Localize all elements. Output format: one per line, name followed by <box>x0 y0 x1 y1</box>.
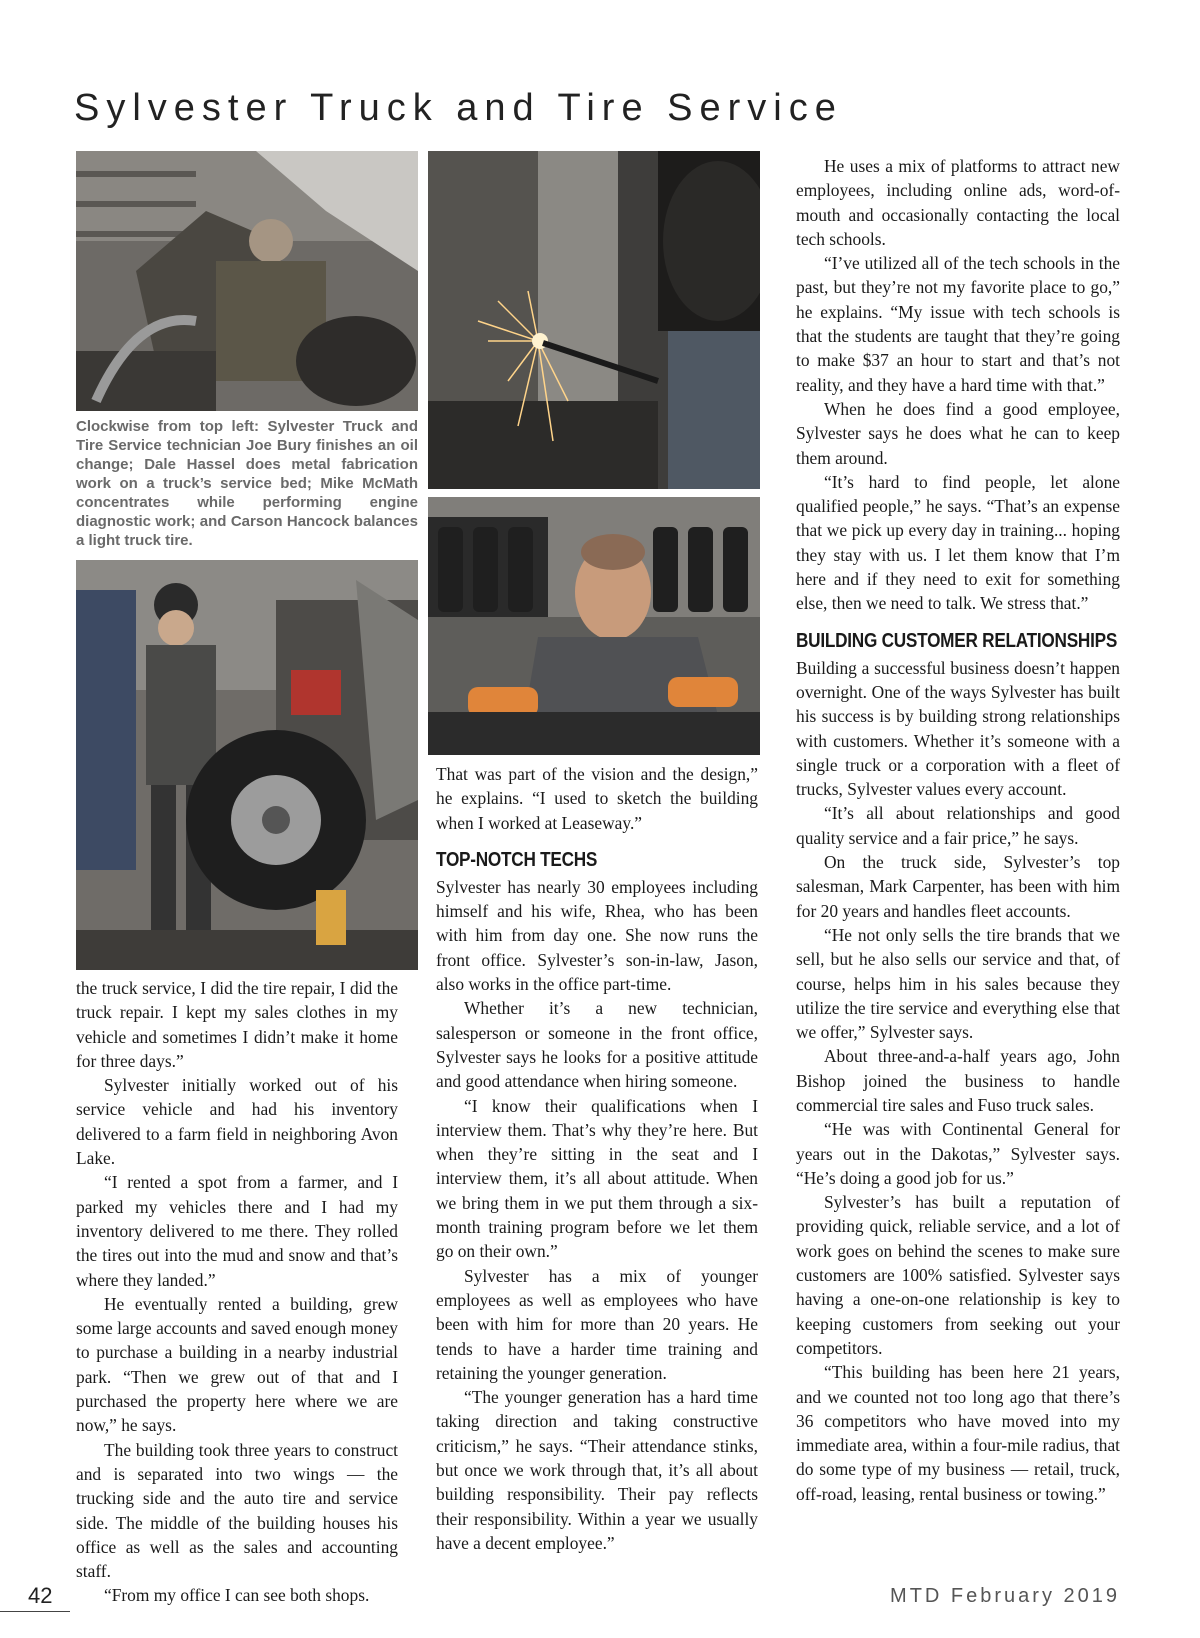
paragraph: Sylvester’s has built a reputation of providing quick, reliable service, and a lot of work goes on behind the scenes to make sure customers are 100% satisfied. Sylvester says having a one-on-one relationship is key to keeping customers from seeking out your competitors. <box>796 1192 1120 1358</box>
paragraph: Building a successful business doesn’t happen overnight. One of the ways Sylvester has built his success is by building strong relationships with customers. Whether it’s someone with a single truck or a corporation with a fleet of trucks, Sylvester values every account. <box>796 657 1120 800</box>
paragraph: “This building has been here 21 years, and we counted not too long ago that there’s 36 competitors who have moved into my immediate area, within a four-mile radius, that do some type of my business — retail, truck, off-road, leasing, rental business or towing.” <box>796 1362 1120 1504</box>
paragraph: The building took three years to construct and is separated into two wings — the trucking side and the auto tire and service side. The middle of the building houses his office as well as the sales and accounting staff. <box>76 1439 398 1582</box>
paragraph: “From my office I can see both shops. <box>104 1585 370 1606</box>
paragraph: “I rented a spot from a farmer, and I parked my vehicles there and I had my inventory delivered to me there. They rolled the tires out into the mud and snow and that’s where they landed.” <box>76 1172 398 1290</box>
publication-footer: MTD February 2019 <box>890 1585 1120 1607</box>
paragraph: Whether it’s a new technician, salesperson or someone in the front office, Sylvester says he looks for a positive attitude and good attendance when hiring someone. <box>436 998 758 1092</box>
article-column-1 <box>76 976 398 1608</box>
paragraph: “It’s all about relationships and good quality service and a fair price,” he says. <box>796 803 1120 848</box>
page-title: Sylvester Truck and Tire Service <box>74 87 843 130</box>
page-number: 42 <box>28 1583 53 1608</box>
section-heading: BUILDING CUSTOMER RELATIONSHIPS <box>796 629 1118 652</box>
footer-rule <box>0 1611 70 1612</box>
paragraph: “The younger generation has a hard time taking direction and taking constructive criticism,” he says. “Their attendance stinks, but once we work through that, it’s all about building responsibility. Their pay reflects their responsibility. Within a year we usually have a decent employee.” <box>436 1387 758 1553</box>
paragraph: About three-and-a-half years ago, John Bishop joined the business to handle commercial tire sales and Fuso truck sales. <box>796 1046 1120 1115</box>
paragraph: When he does find a good employee, Sylvester says he does what he can to keep them around. <box>796 398 1120 468</box>
photo-caption: Clockwise from top left: Sylvester Truck and Tire Service technician Joe Bury finishes an oil change; Dale Hassel does metal fabrication work on a truck’s service bed; Mike McMath concentrates while performing engine diagnostic work; and Carson Hancock balances a light truck tire. <box>76 418 418 549</box>
paragraph: On the truck side, Sylvester’s top salesman, Mark Carpenter, has been with him for 20 years and handles fleet accounts. <box>796 852 1120 921</box>
paragraph: the truck service, I did the tire repair, I did the truck repair. I kept my sales clothes in my vehicle and sometimes I didn’t make it home for three days.” <box>76 978 398 1071</box>
paragraph: “I know their qualifications when I interview them. That’s why they’re here. But when they’re sitting in the seat and I interview them, it’s all about attitude. When we bring them in we put them through a six-month training program before we let them go on their own.” <box>436 1095 758 1262</box>
paragraph: “He not only sells the tire brands that we sell, but he also sells our service and that, of course, helps him in his sales because they utilize the tire service and everything else that we offer,” Sylvester says. <box>796 924 1120 1043</box>
article-column-2 <box>436 762 758 1555</box>
paragraph: “He was with Continental General for years out in the Dakotas,” Sylvester says. “He’s doing a good job for us.” <box>796 1119 1120 1188</box>
paragraph: “I’ve utilized all of the tech schools in the past, but they’re not my favorite place to go,” he explains. “My issue with tech schools is that the students are taught that they’re going to make $37 an hour to start and that’s not reality, and they have a hard time with that.” <box>796 253 1120 395</box>
photo-engine-diagnostics <box>428 497 760 755</box>
paragraph: “It’s hard to find people, let alone qualified people,” he says. “That’s an expense that we pick up every day in training... hoping they stay with us. I let them know that I’m here and if they need to exit for something else, then we need to talk. We stress that.” <box>796 471 1120 614</box>
paragraph: Sylvester has a mix of younger employees as well as employees who have been with him for more than 20 years. He tends to have a harder time training and retaining the younger generation. <box>436 1265 758 1383</box>
photo-oil-change <box>76 151 418 411</box>
photo-tire-balancing <box>76 560 418 970</box>
paragraph: That was part of the vision and the design,” he explains. “I used to sketch the building when I worked at Leaseway.” <box>436 764 758 833</box>
paragraph: He uses a mix of platforms to attract new employees, including online ads, word-of-mouth and occasionally contacting the local tech schools. <box>796 156 1120 249</box>
paragraph: He eventually rented a building, grew some large accounts and saved enough money to purchase a building in a nearby industrial park. “Then we grew out of that and I purchased the property here where we are now,” he says. <box>76 1293 398 1436</box>
article-column-3 <box>796 154 1120 1506</box>
section-heading: TOP-NOTCH TECHS <box>436 848 598 871</box>
paragraph: Sylvester has nearly 30 employees including himself and his wife, Rhea, who has been with him from day one. She now runs the front office. Sylvester’s son-in-law, Jason, also works in the office part-time. <box>436 876 758 995</box>
photo-metal-fabrication <box>428 151 760 489</box>
paragraph: Sylvester initially worked out of his service vehicle and had his inventory delivered to a farm field in neighboring Avon Lake. <box>76 1075 398 1169</box>
